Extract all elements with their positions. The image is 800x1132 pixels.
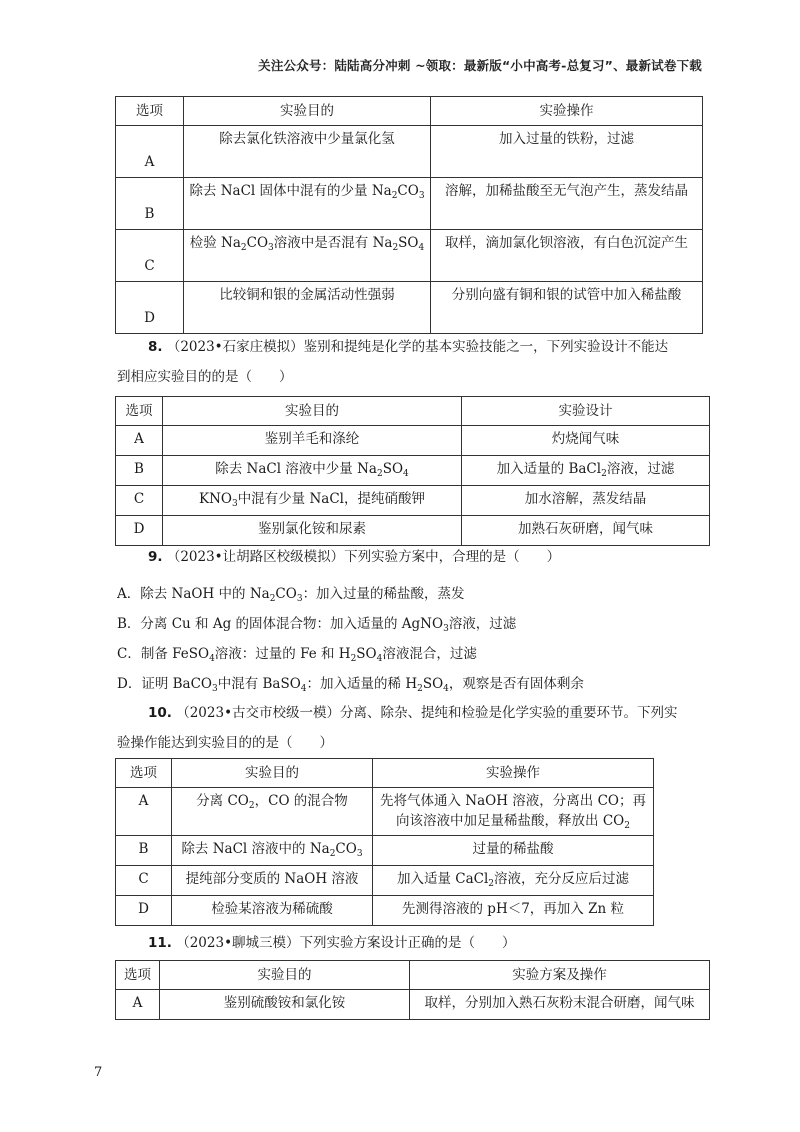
purpose-cell: 鉴别硫酸铵和氯化铵 [160, 990, 410, 1020]
option-cell: B [116, 836, 172, 866]
design-cell: 加熟石灰研磨，闻气味 [462, 516, 710, 546]
option-cell: A [116, 788, 172, 836]
operation-cell: 加入适量 CaCl$_2$溶液，充分反应后过滤 [373, 866, 654, 896]
col-header-purpose: 实验目的 [163, 397, 462, 426]
option-cell: A [116, 426, 163, 456]
option-cell: D [116, 282, 184, 334]
table-q8 [115, 396, 710, 546]
question-number: 11. [148, 935, 172, 951]
col-header-option: 选项 [116, 759, 172, 788]
page-number: 7 [94, 1065, 103, 1080]
question-8 [148, 336, 668, 358]
choice-c: C．制备 FeSO$_4$溶液：过量的 Fe 和 $H_2SO_4$溶液混合，过滤 [117, 646, 477, 664]
question-text: （2023•石家庄模拟）鉴别和提纯是化学的基本实验技能之一，下列实验设计不能达 [166, 339, 669, 355]
table-row [116, 866, 654, 896]
operation-cell: 取样，滴加氯化钡溶液，有白色沉淀产生 [431, 230, 703, 282]
col-header-design: 实验设计 [462, 397, 710, 426]
table-row [116, 230, 703, 282]
question-8-line2: 到相应实验目的的是（ ） [117, 369, 293, 385]
question-9 [148, 546, 560, 568]
question-number: 9. [148, 549, 163, 565]
plan-cell: 取样，分别加入熟石灰粉末混合研磨，闻气味 [410, 990, 710, 1020]
table-row [116, 990, 710, 1020]
table-row [116, 788, 654, 836]
table-row [116, 486, 710, 516]
question-text: （2023•让胡路区校级模拟）下列实验方案中，合理的是（ ） [166, 549, 561, 565]
table-row [116, 426, 710, 456]
option-cell: D [116, 896, 172, 926]
table-q7 [115, 96, 703, 334]
operation-cell: 过量的稀盐酸 [373, 836, 654, 866]
col-header-purpose: 实验目的 [160, 961, 410, 990]
choice-a: A．除去 NaOH 中的 $Na_2CO_3$：加入过量的稀盐酸，蒸发 [117, 586, 465, 604]
table-row [116, 456, 710, 486]
option-cell: A [116, 126, 184, 178]
operation-cell: 先测得溶液的 pH＜7，再加入 Zn 粒 [373, 896, 654, 926]
table-q11 [115, 960, 710, 1020]
col-header-option: 选项 [116, 961, 160, 990]
purpose-cell: 除去 NaCl 溶液中少量 $Na_2SO_4$ [163, 456, 462, 486]
option-cell: A [116, 990, 160, 1020]
table-row [116, 282, 703, 334]
question-10-line2: 验操作能达到实验目的的是（ ） [117, 735, 333, 751]
option-cell: C [116, 866, 172, 896]
option-cell: C [116, 230, 184, 282]
question-number: 8. [148, 339, 163, 355]
purpose-cell: 鉴别氯化铵和尿素 [163, 516, 462, 546]
operation-cell: 先将气体通入 NaOH 溶液，分离出 CO；再 向该溶液中加足量稀盐酸，释放出 $CO_2$ [373, 788, 654, 836]
design-cell: 加入适量的 BaCl$_2$溶液，过滤 [462, 456, 710, 486]
operation-cell: 分别向盛有铜和银的试管中加入稀盐酸 [431, 282, 703, 334]
col-header-operation: 实验操作 [373, 759, 654, 788]
col-header-operation: 实验操作 [431, 97, 703, 126]
option-cell: B [116, 178, 184, 230]
table-row [116, 178, 703, 230]
purpose-cell: 比较铜和银的金属活动性强弱 [184, 282, 431, 334]
col-header-purpose: 实验目的 [172, 759, 373, 788]
purpose-cell: 除去氯化铁溶液中少量氯化氢 [184, 126, 431, 178]
purpose-cell: 分离 $CO_2$，CO 的混合物 [172, 788, 373, 836]
question-10 [148, 702, 678, 724]
table-q10 [115, 758, 654, 926]
table-row [116, 896, 654, 926]
question-11 [148, 932, 516, 954]
table-row [116, 516, 710, 546]
choice-b: B．分离 Cu 和 Ag 的固体混合物：加入适量的 AgNO$_3$溶液，过滤 [117, 616, 517, 634]
purpose-cell: 鉴别羊毛和涤纶 [163, 426, 462, 456]
purpose-cell: 检验某溶液为稀硫酸 [172, 896, 373, 926]
page-header: 关注公众号：陆陆高分冲刺 ~领取：最新版“小中高考-总复习”、最新试卷下载 [258, 58, 702, 73]
table-row [116, 126, 703, 178]
purpose-cell: 除去 NaCl 固体中混有的少量 $Na_2CO_3$ [184, 178, 431, 230]
design-cell: 加水溶解，蒸发结晶 [462, 486, 710, 516]
col-header-option: 选项 [116, 397, 163, 426]
design-cell: 灼烧闻气味 [462, 426, 710, 456]
question-number: 10. [148, 705, 172, 721]
option-cell: C [116, 486, 163, 516]
col-header-plan: 实验方案及操作 [410, 961, 710, 990]
purpose-cell: 提纯部分变质的 NaOH 溶液 [172, 866, 373, 896]
operation-cell: 加入过量的铁粉，过滤 [431, 126, 703, 178]
col-header-option: 选项 [116, 97, 184, 126]
question-text: （2023•聊城三模）下列实验方案设计正确的是（ ） [176, 935, 516, 951]
purpose-cell: 除去 NaCl 溶液中的 $Na_2CO_3$ [172, 836, 373, 866]
option-cell: D [116, 516, 163, 546]
question-text: （2023•古交市校级一模）分离、除杂、提纯和检验是化学实验的重要环节。下列实 [176, 705, 678, 721]
purpose-cell: $KNO_3$中混有少量 NaCl，提纯硝酸钾 [163, 486, 462, 516]
purpose-cell: 检验 $Na_2CO_3$溶液中是否混有 $Na_2SO_4$ [184, 230, 431, 282]
choice-d: D．证明 BaCO$_3$中混有 BaSO$_4$：加入适量的稀 $H_2SO_4$，观察是否有固体剩余 [117, 676, 584, 694]
option-cell: B [116, 456, 163, 486]
operation-cell: 溶解，加稀盐酸至无气泡产生，蒸发结晶 [431, 178, 703, 230]
col-header-purpose: 实验目的 [184, 97, 431, 126]
table-row [116, 836, 654, 866]
